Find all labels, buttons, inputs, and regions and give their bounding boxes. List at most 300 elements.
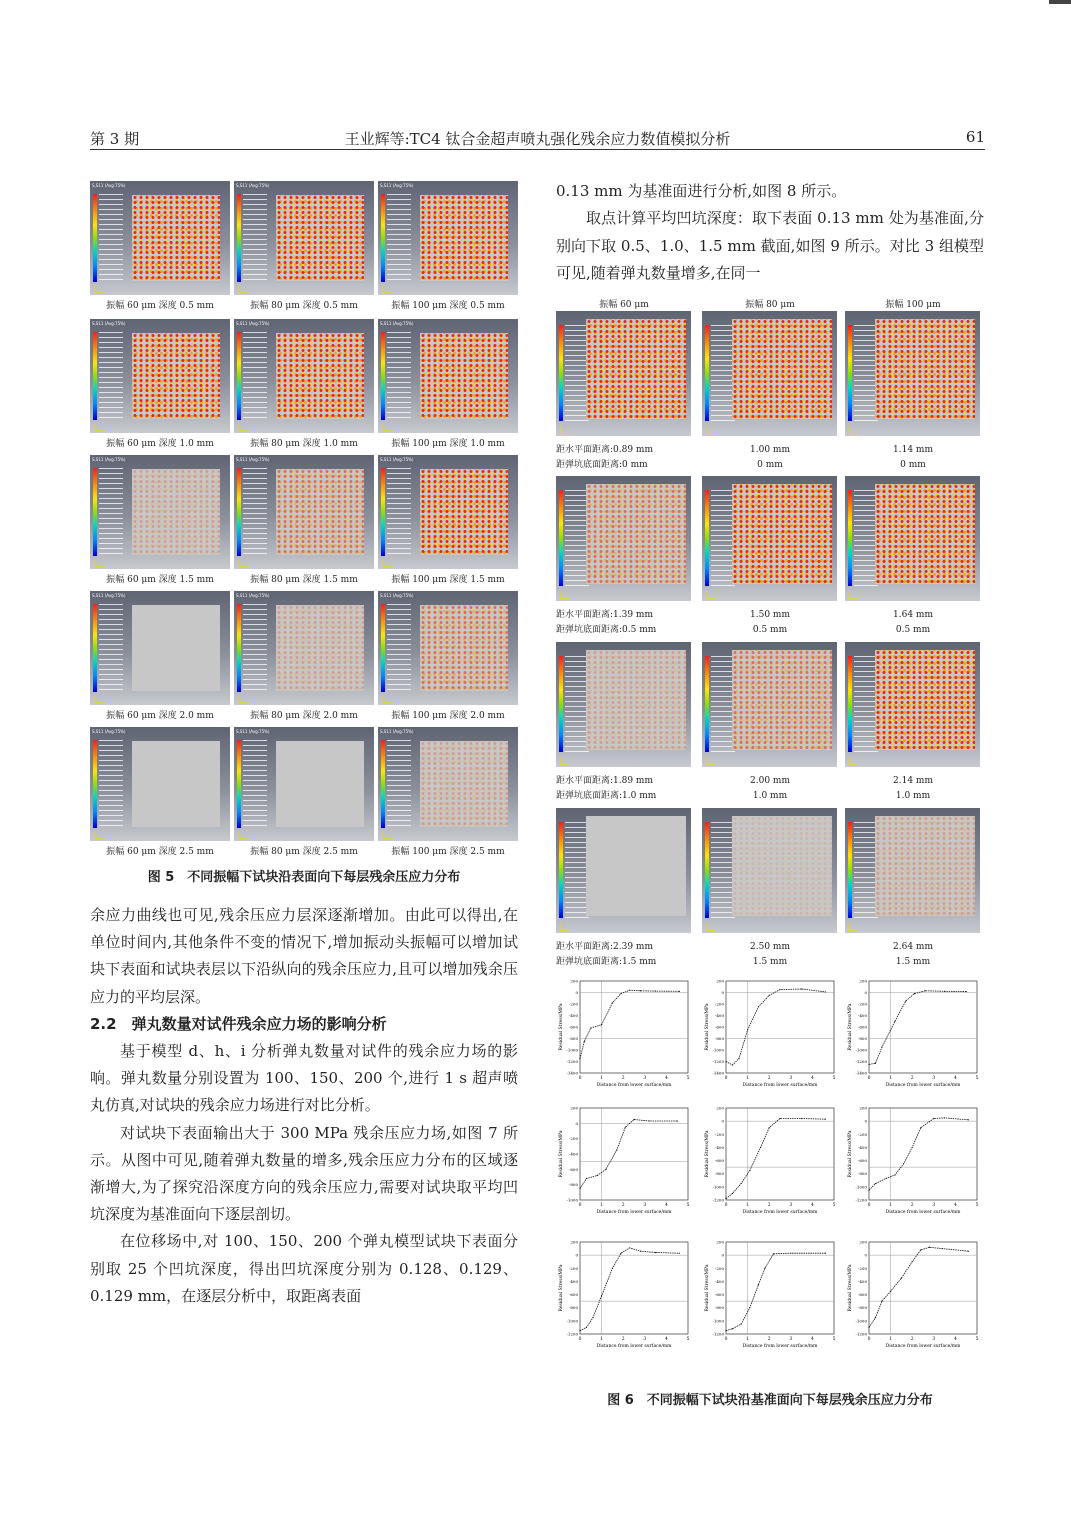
plot-frame <box>580 981 688 1073</box>
color-legend-bar <box>848 656 852 752</box>
x-tick-label: 5 <box>975 1337 979 1342</box>
distance-value: 1.5 mm <box>895 957 931 967</box>
axis-triad-icon <box>238 423 246 431</box>
x-tick-label: 5 <box>686 1076 690 1081</box>
y-tick-label: -1000 <box>566 1047 578 1053</box>
data-point <box>597 1175 598 1176</box>
distance-value: 0.5 mm <box>752 625 788 635</box>
column-header: 振幅 100 μm <box>885 300 941 310</box>
data-point <box>655 1252 656 1253</box>
data-point <box>620 1253 621 1254</box>
data-point <box>905 1001 906 1002</box>
x-tick-label: 0 <box>578 1337 582 1342</box>
paragraph: 0.13 mm 为基准面进行分析,如图 8 所示。 <box>556 182 847 200</box>
data-point <box>801 1118 802 1119</box>
specimen-section <box>586 650 686 750</box>
specimen-surface <box>276 741 364 827</box>
specimen-surface <box>276 605 364 691</box>
plot-frame <box>580 1242 688 1334</box>
specimen-section <box>875 816 975 916</box>
data-point <box>725 1061 726 1062</box>
data-point <box>590 1028 591 1029</box>
y-tick-label: 0 <box>721 1252 724 1258</box>
subfigure-caption: 振幅 80 μm 深度 0.5 mm <box>250 301 358 311</box>
legend-values <box>387 740 411 828</box>
data-point <box>903 1163 904 1164</box>
data-point <box>612 1002 613 1003</box>
axis-triad-icon <box>849 426 857 434</box>
residual-stress-line-chart <box>702 977 842 1092</box>
x-tick-label: 0 <box>867 1076 871 1081</box>
color-legend-bar <box>381 468 385 556</box>
data-point <box>579 1330 580 1331</box>
y-tick-label: -1000 <box>855 1184 867 1190</box>
x-axis-label: Distance from lower surface/mm <box>885 1210 961 1215</box>
x-axis-label: Distance from lower surface/mm <box>596 1210 672 1215</box>
specimen-surface <box>420 195 508 281</box>
x-tick-label: 1 <box>889 1337 893 1342</box>
axis-triad-icon <box>849 757 857 765</box>
data-point <box>894 1174 895 1175</box>
stress-contour-image <box>90 181 230 295</box>
contour-plot-cell <box>90 319 230 449</box>
legend-title: S,S11 (Avg:75%) <box>236 729 270 734</box>
color-legend-bar <box>237 332 241 420</box>
y-axis-label: Residual Stress/MPa <box>848 1003 853 1051</box>
y-tick-label: -1000 <box>712 1318 724 1324</box>
x-tick-label: 1 <box>746 1076 750 1081</box>
data-point <box>825 1119 826 1120</box>
data-point <box>868 1064 869 1065</box>
distance-value: 0 mm <box>757 460 783 470</box>
stress-contour-image <box>378 455 518 569</box>
y-tick-label: -800 <box>569 1182 578 1188</box>
specimen-surface <box>132 605 220 691</box>
residual-stress-line-chart <box>845 1238 985 1353</box>
color-legend-bar <box>237 740 241 828</box>
distance-value: 1.64 mm <box>893 610 933 620</box>
distance-value: 1.5 mm <box>752 957 788 967</box>
color-legend-bar <box>705 656 709 752</box>
data-point <box>592 1317 593 1318</box>
y-tick-label: -200 <box>569 1265 578 1271</box>
contour-plot-cell <box>234 591 374 721</box>
x-tick-label: 5 <box>832 1076 836 1081</box>
y-tick-label: 0 <box>864 1252 867 1258</box>
data-point <box>944 1117 945 1118</box>
data-point <box>779 989 780 990</box>
x-tick-label: 1 <box>600 1337 604 1342</box>
y-axis-label: Residual Stress/MPa <box>705 1264 710 1312</box>
distance-from-pit-label: 距弹坑底面距离:1.5 mm <box>556 957 657 967</box>
distance-from-pit-label: 距弹坑底面距离:0 mm <box>556 460 648 470</box>
distance-from-water-label: 距水平面距离:0.89 mm <box>556 445 654 455</box>
stress-contour-image <box>702 476 837 601</box>
stress-contour-image <box>234 455 374 569</box>
data-point <box>655 990 656 991</box>
data-point <box>579 1058 580 1059</box>
y-tick-label: 0 <box>575 990 578 995</box>
y-tick-label: -200 <box>569 1001 578 1007</box>
figure-6-title: 图 6 不同振幅下试块沿基准面向下每层残余压应力分布 <box>607 1393 933 1408</box>
x-tick-label: 0 <box>578 1203 582 1208</box>
color-legend-bar <box>381 194 385 282</box>
x-axis-label: Distance from lower surface/mm <box>742 1210 818 1215</box>
distance-value: 1.00 mm <box>750 445 790 455</box>
data-point <box>629 1247 630 1248</box>
stress-contour-image <box>845 808 980 933</box>
x-tick-label: 5 <box>686 1337 690 1342</box>
distance-value: 1.0 mm <box>752 791 788 801</box>
y-tick-label: -1200 <box>566 1331 578 1337</box>
data-point <box>629 990 630 991</box>
y-tick-label: -200 <box>715 1131 724 1137</box>
data-point <box>773 1253 774 1254</box>
y-tick-label: -200 <box>858 1001 867 1007</box>
paragraph: 对试块下表面输出大于 300 MPa 残余压应力场,如图 7 所示。从图中可见,随着弹丸数量的增多,残余压应力分布的区域逐渐增大,为了探究沿深度方向的残余压应力,需要对试块取平均凹坑深度为基准面向下逐层剖切。 <box>90 1123 518 1224</box>
stress-contour-image <box>845 476 980 601</box>
color-legend-bar <box>381 604 385 692</box>
legend-values <box>99 194 123 282</box>
data-point <box>894 1021 895 1022</box>
x-tick-label: 4 <box>810 1337 814 1342</box>
specimen-surface <box>276 333 364 419</box>
color-legend-bar <box>705 822 709 918</box>
x-axis-label: Distance from lower surface/mm <box>596 1344 672 1349</box>
data-point <box>769 995 770 996</box>
axis-triad-icon <box>94 695 102 703</box>
x-tick-label: 0 <box>724 1203 728 1208</box>
subfigure-caption: 振幅 80 μm 深度 1.0 mm <box>250 439 358 449</box>
specimen-section <box>586 319 686 419</box>
specimen-surface <box>132 333 220 419</box>
corner-mark <box>1049 0 1071 4</box>
y-tick-label: -800 <box>715 1305 724 1311</box>
legend-title: S,S11 (Avg:75%) <box>92 593 126 598</box>
specimen-section <box>875 319 975 419</box>
data-point <box>758 1006 759 1007</box>
paragraph: 在位移场中,对 100、150、200 个弹丸模型试块下表面分别取 25 个凹坑深度，得出凹坑深度分别为 0.128、0.129、0.129 mm，在逐层分析中，取距离表面 <box>90 1232 518 1305</box>
data-point <box>625 1127 626 1128</box>
data-point <box>920 1249 921 1250</box>
y-tick-label: -1000 <box>566 1197 578 1203</box>
specimen-surface <box>132 195 220 281</box>
plot-frame <box>726 981 834 1073</box>
data-point <box>725 1330 726 1331</box>
subfigure-caption: 振幅 100 μm 深度 1.5 mm <box>391 575 505 585</box>
data-point <box>747 1029 748 1030</box>
stress-contour-image <box>702 808 837 933</box>
data-point <box>966 991 967 992</box>
subfigure-caption: 振幅 100 μm 深度 2.5 mm <box>391 847 505 857</box>
data-point <box>779 1118 780 1119</box>
specimen-surface <box>420 333 508 419</box>
axis-triad-icon <box>560 923 568 931</box>
x-tick-label: 2 <box>621 1076 625 1081</box>
legend-values <box>387 604 411 692</box>
plot-frame <box>869 981 977 1073</box>
issue-number: 第 3 期 <box>90 130 140 148</box>
y-tick-label: -1400 <box>712 1070 724 1076</box>
y-tick-label: -1200 <box>712 1197 724 1203</box>
figure-5-title: 图 5 不同振幅下试块沿表面向下每层残余压应力分布 <box>147 870 461 885</box>
y-tick-label: -600 <box>715 1158 724 1164</box>
legend-title: S,S11 (Avg:75%) <box>380 457 414 462</box>
specimen-section <box>732 650 832 750</box>
data-point <box>586 1327 587 1328</box>
y-tick-label: -800 <box>569 1036 578 1041</box>
y-tick-label: -400 <box>569 1013 578 1018</box>
axis-triad-icon <box>94 559 102 567</box>
color-legend-bar <box>559 490 563 586</box>
data-point <box>764 1268 765 1269</box>
contour-plot-cell <box>234 181 374 311</box>
legend-values <box>243 332 267 420</box>
stress-contour-image <box>556 311 691 436</box>
x-tick-label: 4 <box>664 1337 668 1342</box>
axis-triad-icon <box>382 285 390 293</box>
x-tick-label: 4 <box>664 1203 668 1208</box>
x-tick-label: 5 <box>686 1203 690 1208</box>
y-tick-label: -600 <box>858 1024 867 1030</box>
legend-title: S,S11 (Avg:75%) <box>380 321 414 326</box>
x-tick-label: 5 <box>832 1337 836 1342</box>
plot-frame <box>726 1242 834 1334</box>
paragraph: 基于模型 d、h、i 分析弹丸数量对试件的残余应力场的影响。弹丸数量分别设置为 100、150、200 个,进行 1 s 超声喷丸仿真,对试块的残余应力场进行对比分析。 <box>90 1042 518 1115</box>
y-tick-label: -1000 <box>712 1184 724 1190</box>
residual-stress-line-chart <box>556 1238 696 1353</box>
y-tick-label: -600 <box>569 1292 578 1298</box>
y-tick-label: -400 <box>715 1278 724 1284</box>
y-tick-label: 200 <box>570 978 578 984</box>
x-tick-label: 3 <box>932 1076 936 1081</box>
axis-triad-icon <box>706 426 714 434</box>
distance-from-pit-label: 距弹坑底面距离:0.5 mm <box>556 625 657 635</box>
x-tick-label: 3 <box>643 1337 647 1342</box>
legend-title: S,S11 (Avg:75%) <box>92 729 126 734</box>
contour-plot-cell <box>378 181 518 311</box>
data-point <box>732 1193 733 1194</box>
color-legend-bar <box>848 490 852 586</box>
running-head <box>90 124 985 150</box>
color-legend-bar <box>559 656 563 752</box>
data-point <box>825 991 826 992</box>
axis-triad-icon <box>238 559 246 567</box>
residual-stress-line-chart <box>556 977 696 1092</box>
y-tick-label: -400 <box>858 1278 867 1284</box>
specimen-surface <box>132 741 220 827</box>
contour-plot-cell <box>378 727 518 857</box>
data-point <box>920 1127 921 1128</box>
y-tick-label: -400 <box>569 1151 578 1157</box>
x-tick-label: 0 <box>724 1337 728 1342</box>
data-point <box>732 1328 733 1329</box>
y-tick-label: -1000 <box>566 1318 578 1324</box>
contour-plot-cell <box>378 319 518 449</box>
residual-stress-line-chart <box>702 1104 842 1219</box>
data-point <box>942 1248 943 1249</box>
data-point <box>875 1183 876 1184</box>
y-tick-label: -200 <box>569 1136 578 1142</box>
x-tick-label: 0 <box>724 1076 728 1081</box>
legend-title: S,S11 (Avg:75%) <box>236 593 270 598</box>
x-tick-label: 4 <box>953 1203 957 1208</box>
color-legend-bar <box>559 325 563 421</box>
axis-triad-icon <box>238 831 246 839</box>
y-tick-label: -1200 <box>712 1059 724 1064</box>
data-point <box>912 1147 913 1148</box>
specimen-section <box>586 816 686 916</box>
x-tick-label: 3 <box>643 1203 647 1208</box>
axis-triad-icon <box>94 285 102 293</box>
distance-value: 0 mm <box>900 460 926 470</box>
stress-contour-image <box>556 476 691 601</box>
data-point <box>677 1120 678 1121</box>
specimen-section <box>732 319 832 419</box>
y-tick-label: -400 <box>715 1013 724 1018</box>
contour-plot-cell <box>234 455 374 585</box>
x-tick-label: 2 <box>910 1337 914 1342</box>
legend-values <box>99 332 123 420</box>
contour-plot-cell <box>378 455 518 585</box>
legend-values <box>243 194 267 282</box>
color-legend-bar <box>237 604 241 692</box>
legend-title: S,S11 (Avg:75%) <box>380 593 414 598</box>
legend-values <box>99 468 123 556</box>
x-tick-label: 2 <box>767 1337 771 1342</box>
y-tick-label: -1200 <box>712 1331 724 1337</box>
data-point <box>741 1183 742 1184</box>
axis-triad-icon <box>706 757 714 765</box>
x-tick-label: 4 <box>664 1076 668 1081</box>
y-tick-label: 200 <box>859 1105 867 1111</box>
residual-stress-line-chart <box>556 1104 696 1219</box>
distance-from-water-label: 距水平面距离:1.39 mm <box>556 610 654 620</box>
right-column-text <box>556 178 984 288</box>
data-point <box>749 1307 750 1308</box>
data-point <box>584 1041 585 1042</box>
axis-triad-icon <box>94 423 102 431</box>
specimen-surface <box>420 741 508 827</box>
axis-triad-icon <box>560 757 568 765</box>
subfigure-caption: 振幅 100 μm 深度 0.5 mm <box>391 301 505 311</box>
data-point <box>881 1047 882 1048</box>
legend-values <box>387 332 411 420</box>
y-tick-label: -400 <box>858 1013 867 1018</box>
y-tick-label: 0 <box>864 1118 867 1124</box>
data-point <box>579 1188 580 1189</box>
specimen-surface <box>420 469 508 555</box>
y-tick-label: -1400 <box>855 1070 867 1076</box>
y-tick-label: 200 <box>716 978 724 984</box>
x-tick-label: 3 <box>932 1203 936 1208</box>
stress-contour-image <box>90 591 230 705</box>
specimen-surface <box>132 469 220 555</box>
y-tick-label: 200 <box>859 978 867 984</box>
stress-contour-image <box>845 642 980 767</box>
axis-triad-icon <box>849 923 857 931</box>
x-tick-label: 1 <box>600 1076 604 1081</box>
data-point <box>875 1063 876 1064</box>
y-tick-label: -600 <box>715 1292 724 1298</box>
y-tick-label: -1000 <box>855 1318 867 1324</box>
y-tick-label: -800 <box>715 1036 724 1041</box>
data-point <box>875 1317 876 1318</box>
subfigure-caption: 振幅 80 μm 深度 2.5 mm <box>250 847 358 857</box>
color-legend-bar <box>93 740 97 828</box>
x-tick-label: 4 <box>810 1076 814 1081</box>
legend-values <box>99 604 123 692</box>
legend-values <box>387 468 411 556</box>
running-title: 王业辉等:TC4 钛合金超声喷丸强化残余应力数值模拟分析 <box>344 130 731 148</box>
x-axis-label: Distance from lower surface/mm <box>742 1344 818 1349</box>
color-legend-bar <box>848 822 852 918</box>
y-tick-label: -1200 <box>855 1197 867 1203</box>
data-point <box>760 1147 761 1148</box>
color-legend-bar <box>848 325 852 421</box>
data-point <box>769 1127 770 1128</box>
x-tick-label: 1 <box>746 1337 750 1342</box>
axis-triad-icon <box>382 559 390 567</box>
y-tick-label: -800 <box>569 1305 578 1311</box>
y-tick-label: -400 <box>715 1144 724 1150</box>
legend-title: S,S11 (Avg:75%) <box>380 183 414 188</box>
data-point <box>801 988 802 989</box>
y-tick-label: 200 <box>716 1105 724 1111</box>
data-point <box>620 993 621 994</box>
data-point <box>901 1278 902 1279</box>
y-tick-label: -400 <box>569 1278 578 1284</box>
x-tick-label: 1 <box>889 1203 893 1208</box>
x-tick-label: 1 <box>600 1203 604 1208</box>
x-tick-label: 1 <box>889 1076 893 1081</box>
specimen-section <box>732 816 832 916</box>
data-point <box>616 1150 617 1151</box>
column-header: 振幅 80 μm <box>745 300 795 310</box>
data-point <box>601 1024 602 1025</box>
distance-value: 2.64 mm <box>893 942 933 952</box>
x-tick-label: 5 <box>975 1203 979 1208</box>
distance-value: 1.14 mm <box>893 445 933 455</box>
x-tick-label: 3 <box>789 1337 793 1342</box>
data-point <box>601 1295 602 1296</box>
plot-frame <box>869 1242 977 1334</box>
y-tick-label: 200 <box>570 1239 578 1245</box>
data-point <box>741 1324 742 1325</box>
plot-frame <box>726 1108 834 1200</box>
y-tick-label: 0 <box>721 1118 724 1124</box>
specimen-section <box>586 484 686 584</box>
color-legend-bar <box>381 740 385 828</box>
stress-contour-image <box>234 591 374 705</box>
residual-stress-line-chart <box>702 1238 842 1353</box>
x-tick-label: 5 <box>975 1076 979 1081</box>
specimen-surface <box>276 195 364 281</box>
data-point <box>881 1301 882 1302</box>
distance-value: 1.0 mm <box>895 791 931 801</box>
data-point <box>868 1190 869 1191</box>
data-point <box>738 1058 739 1059</box>
y-axis-label: Residual Stress/MPa <box>559 1130 564 1178</box>
paragraph: 取点计算平均凹坑深度：取下表面 0.13 mm 处为基准面,分别向下取 0.5、1.0、1.5 mm 截面,如图 9 所示。对比 3 组模型可见,随着弹丸数量增多,在同一 <box>556 209 984 283</box>
legend-values <box>387 194 411 282</box>
x-tick-label: 0 <box>867 1337 871 1342</box>
x-tick-label: 2 <box>621 1203 625 1208</box>
x-tick-label: 2 <box>767 1203 771 1208</box>
y-axis-label: Residual Stress/MPa <box>705 1003 710 1051</box>
axis-triad-icon <box>706 923 714 931</box>
color-legend-bar <box>237 468 241 556</box>
